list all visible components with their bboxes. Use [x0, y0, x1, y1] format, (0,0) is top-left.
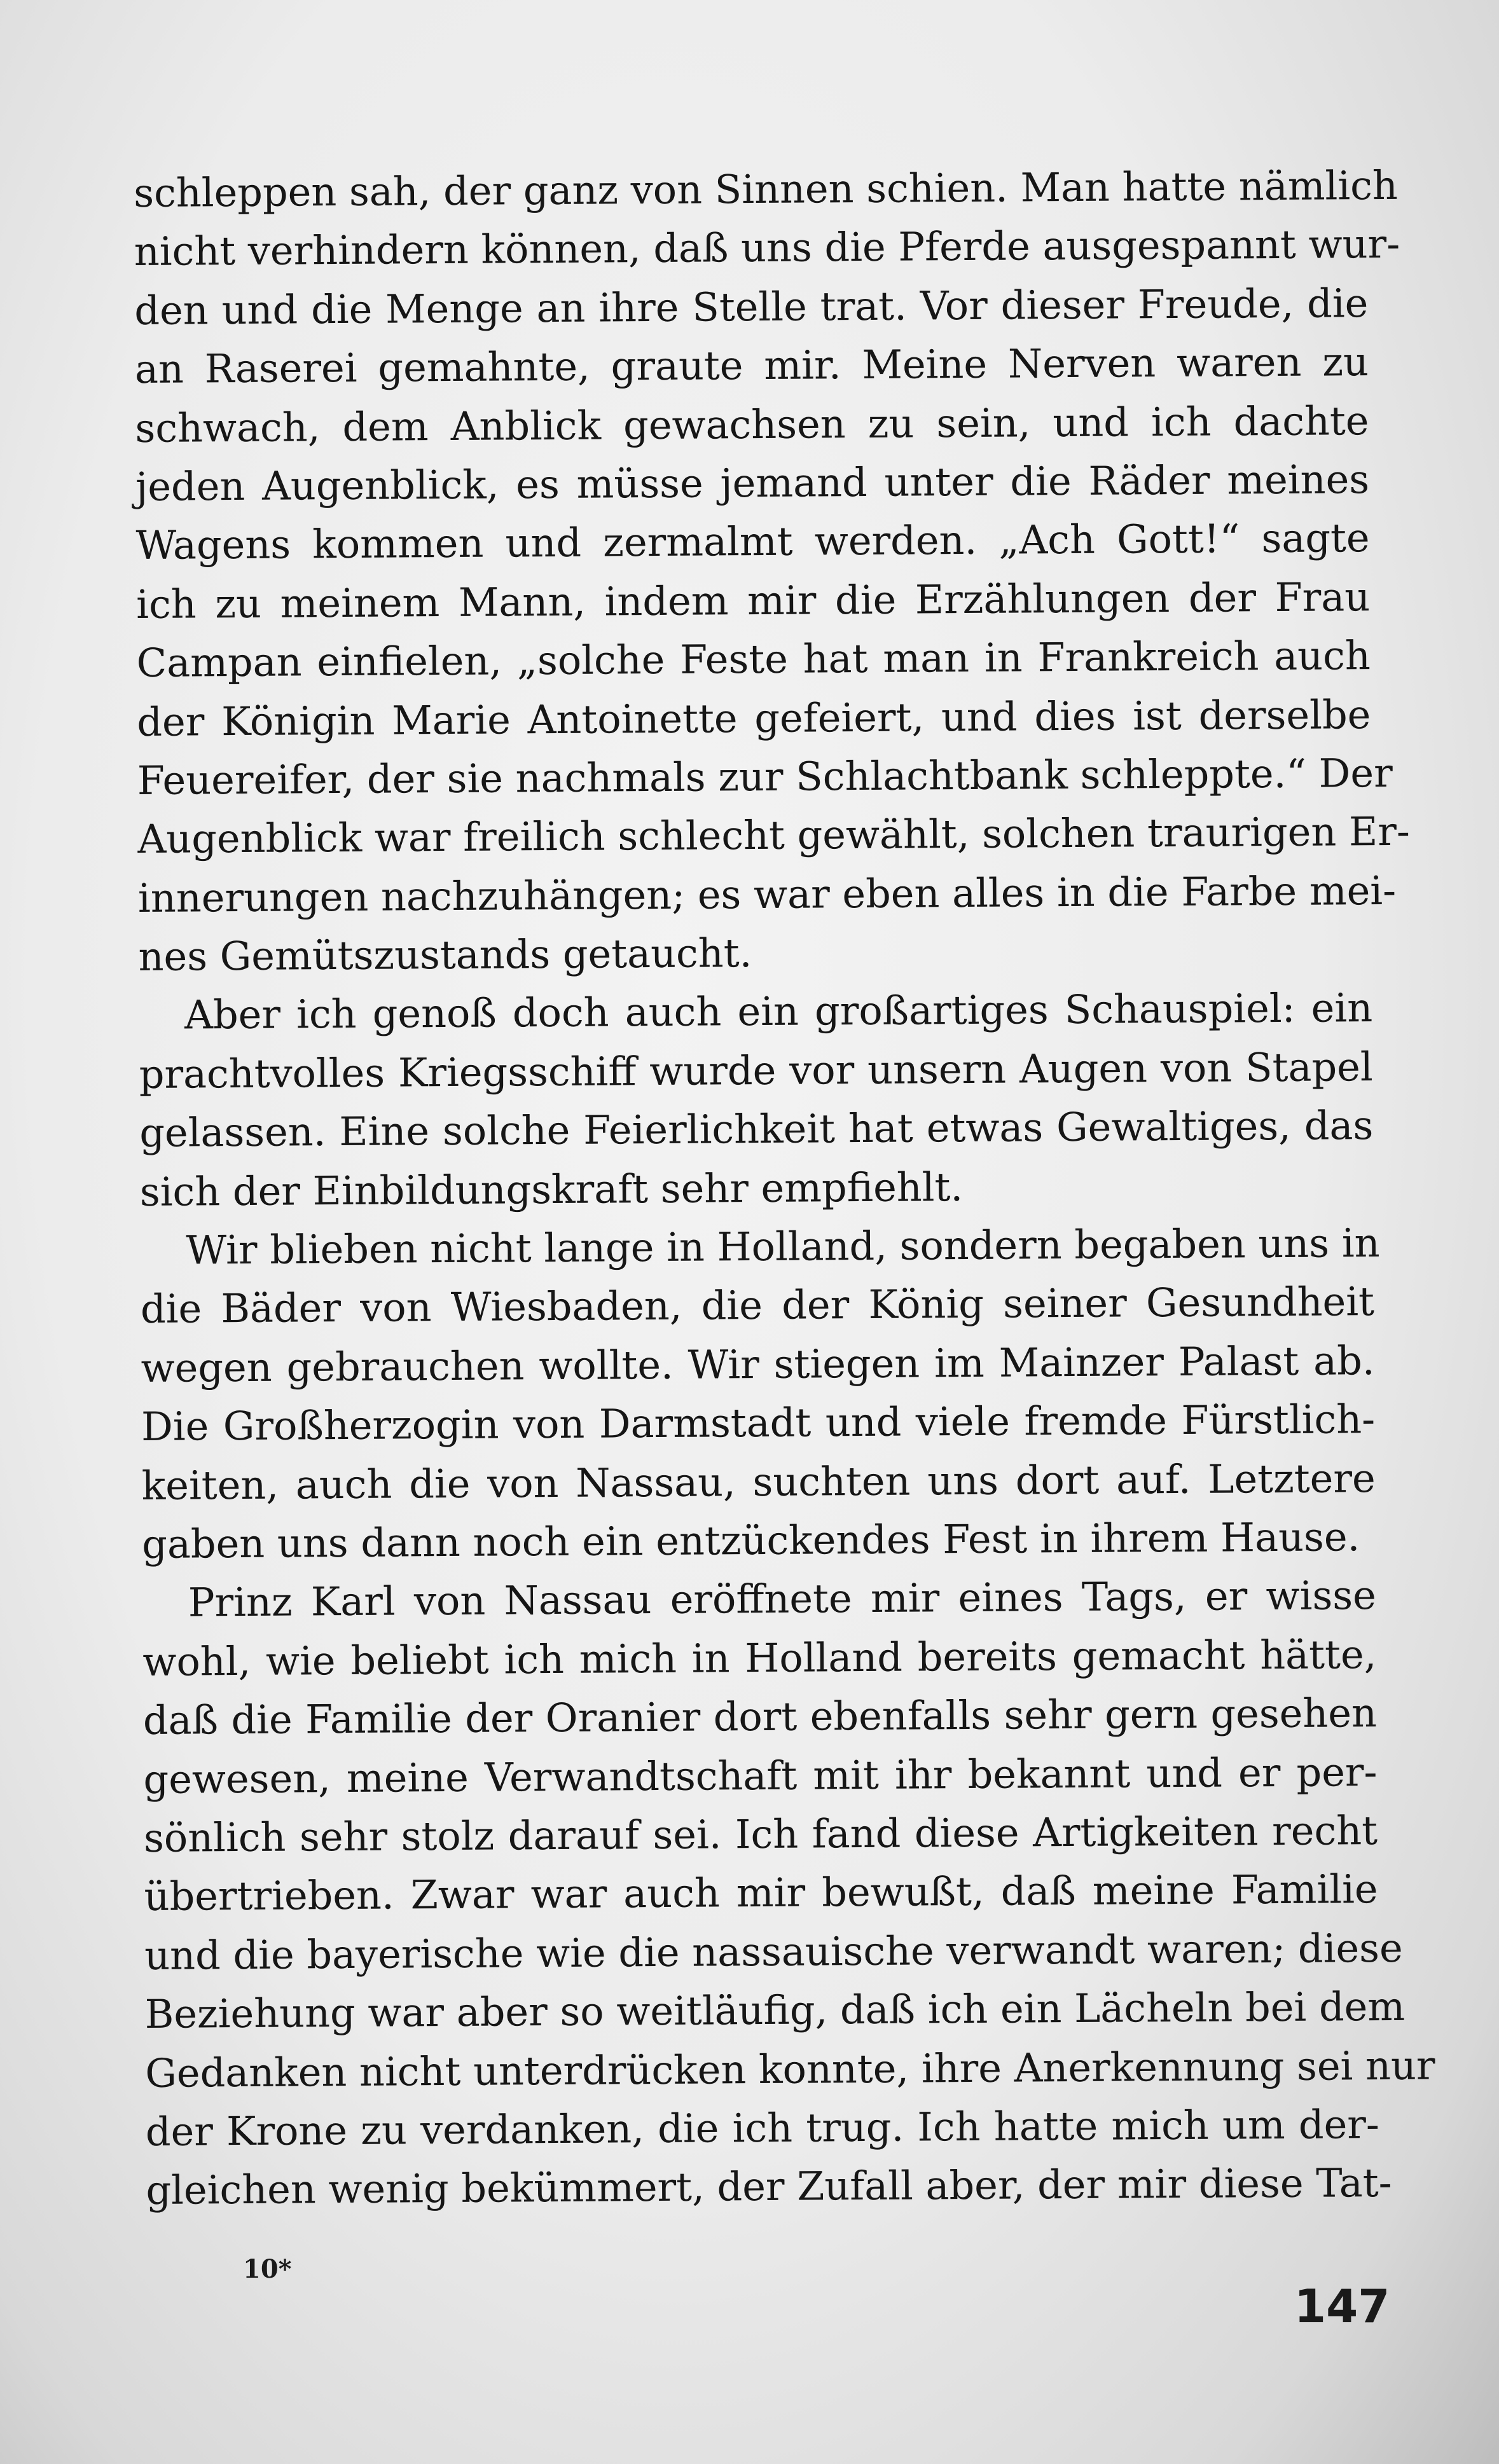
text-line: Wagens kommen und zermalmt werden. „Ach Gott!“ sagte	[135, 514, 1370, 569]
text-line: Gedanken nicht unterdrücken konnte, ihre Anerkennung sei nur	[145, 2042, 1435, 2096]
paragraph-start-line: Aber ich genoß doch auch ein großartiges Schauspiel: ein	[184, 984, 1373, 1039]
text-line: an Raserei gemahnte, graute mir. Meine Nerven waren zu	[134, 338, 1369, 393]
signature-mark: 10*	[243, 2254, 292, 2284]
text-line: schleppen sah, der ganz von Sinnen schien. Man hatte nämlich	[134, 162, 1399, 216]
text-line: gewesen, meine Verwandtschaft mit ihr bekannt und er per-	[143, 1748, 1378, 1803]
text-line: prachtvolles Kriegsschiff wurde vor unsern Augen von Stapel	[139, 1043, 1373, 1098]
text-line: gelassen. Eine solche Feierlichkeit hat etwas Gewaltiges, das	[139, 1102, 1374, 1157]
text-line: nes Gemütszustands getaucht.	[138, 930, 752, 981]
text-line: Die Großherzogin von Darmstadt und viele fremde Fürstlich-	[141, 1396, 1376, 1450]
text-line: sich der Einbildungskraft sehr empfiehlt.	[139, 1163, 964, 1215]
text-line: daß die Familie der Oranier dort ebenfalls sehr gern gesehen	[142, 1690, 1378, 1744]
text-line: schwach, dem Anblick gewachsen zu sein, und ich dachte	[135, 397, 1369, 451]
text-line: ich zu meinem Mann, indem mir die Erzählungen der Frau	[136, 573, 1371, 628]
page-number: 147	[1294, 2280, 1390, 2333]
body-text	[134, 156, 1435, 2220]
text-line: gleichen wenig bekümmert, der Zufall aber, der mir diese Tat-	[146, 2159, 1392, 2214]
text-line: der Königin Marie Antoinette gefeiert, und dies ist derselbe	[137, 691, 1371, 745]
text-line: innerungen nachzuhängen; es war eben alles in die Farbe mei-	[137, 867, 1397, 921]
text-line: wegen gebrauchen wollte. Wir stiegen im Mainzer Palast ab.	[141, 1337, 1375, 1391]
text-line: keiten, auch die von Nassau, suchten uns dort auf. Letztere	[141, 1454, 1376, 1509]
text-line: nicht verhindern können, daß uns die Pferde ausgespannt wur-	[134, 221, 1400, 275]
text-line: übertrieben. Zwar war auch mir bewußt, daß meine Familie	[144, 1866, 1378, 1920]
text-line: jeden Augenblick, es müsse jemand unter die Räder meines	[135, 456, 1370, 510]
text-line: der Krone zu verdanken, die ich trug. Ich hatte mich um der-	[145, 2100, 1380, 2155]
text-line: wohl, wie beliebt ich mich in Holland bereits gemacht hätte,	[142, 1630, 1377, 1685]
text-line: gaben uns dann noch ein entzückendes Fest in ihrem Hause.	[142, 1513, 1360, 1567]
text-line: Beziehung war aber so weitläufig, daß ich ein Lächeln bei dem	[144, 1983, 1406, 2038]
text-line: Feuereifer, der sie nachmals zur Schlachtbank schleppte.“ Der	[137, 749, 1393, 804]
paragraph-start-line: Prinz Karl von Nassau eröffnete mir eines Tags, er wisse	[188, 1572, 1377, 1626]
text-line: und die bayerische wie die nassauische verwandt waren; diese	[144, 1924, 1403, 1979]
text-line: sönlich sehr stolz darauf sei. Ich fand diese Artigkeiten recht	[143, 1807, 1378, 1861]
text-line: die Bäder von Wiesbaden, die der König seiner Gesundheit	[140, 1278, 1375, 1333]
text-line: den und die Menge an ihre Stelle trat. Vor dieser Freude, die	[134, 279, 1369, 334]
text-line: Campan einfielen, „solche Feste hat man in Frankreich auch	[136, 632, 1371, 687]
text-line: Augenblick war freilich schlecht gewählt, solchen traurigen Er-	[137, 808, 1411, 863]
paragraph-start-line: Wir blieben nicht lange in Holland, sondern begaben uns in	[186, 1220, 1380, 1274]
